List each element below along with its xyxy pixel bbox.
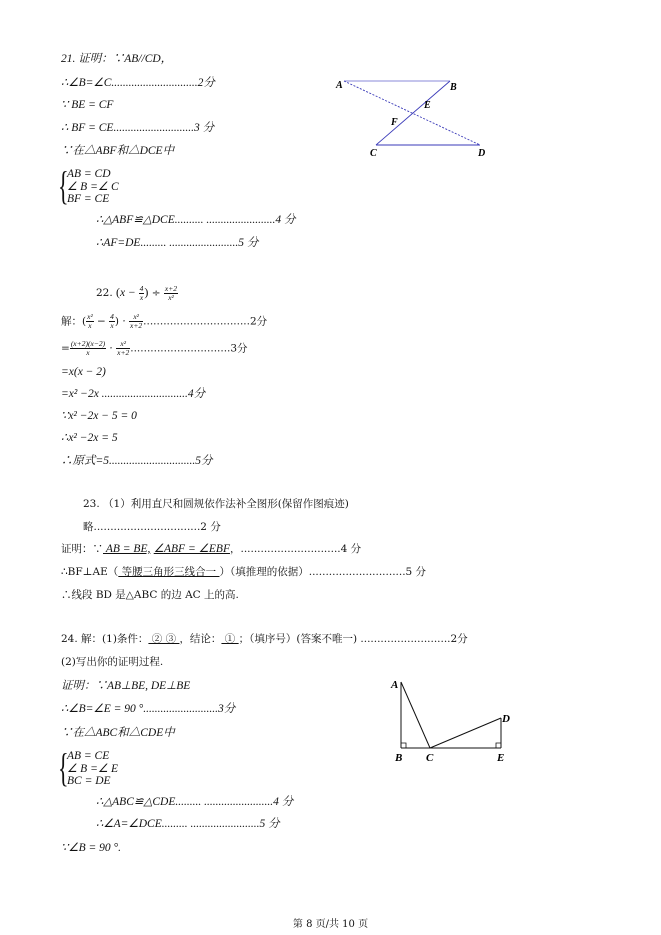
q24-label-b: B xyxy=(395,752,403,764)
q24-label-c: C xyxy=(426,752,434,764)
q24-line2: (2)写出你的证明过程. xyxy=(61,656,164,668)
q21-label-c: C xyxy=(370,148,377,159)
q22-step1: 解：( $\frac{\text{x²}}{x}$ − $\frac{4}{x}$ ) · $\frac{\text{x²}}{x+2}$ ................................2分 xyxy=(61,312,268,330)
q23-blank-1: AB = BE, xyxy=(103,543,151,555)
q24-line5: ∵在△ABC和△CDE中 xyxy=(61,727,175,739)
q24-blank-conclusion: ① xyxy=(221,633,239,645)
q23-line2: 略................................2 分 xyxy=(83,521,221,533)
q22-heading: 22. (x − $\frac{4}{x}$ ) ÷ $\frac{x+2}{\text{x²}}$ xyxy=(96,283,178,302)
q24-system-1: AB = CE xyxy=(67,750,110,762)
q24-figure xyxy=(386,674,516,766)
q23-blank-3: 等腰三角形三线合一 xyxy=(118,566,220,578)
q21-label-f: F xyxy=(391,117,398,128)
q21-line6: ∴△ABF≌△DCE.......... ........................4 分 xyxy=(96,214,296,226)
q21-system-1: AB = CD xyxy=(67,168,111,180)
q21-label-b: B xyxy=(450,82,457,93)
q21-figure xyxy=(330,74,500,160)
q24-line3: 证明：∵AB⊥BE, DE⊥BE xyxy=(61,680,191,692)
q23-line5: ∴线段 BD 是△ABC 的边 AC 上的高. xyxy=(61,589,239,601)
q21-label-e: E xyxy=(424,100,431,111)
q22-line3: =x(x − 2) xyxy=(61,366,106,378)
q22-line6: ∴x² −2x = 5 xyxy=(61,432,118,444)
q24-label-a: A xyxy=(391,679,399,691)
q21-system-3: BF = CE xyxy=(67,193,110,205)
q22-line7: ∴原式=5..............................5分 xyxy=(61,455,213,467)
q24-line8: ∵∠B = 90 °. xyxy=(61,842,122,854)
q22-step2: = $\frac{(x+2)(x-2)}{x}$ · $\frac{\text{x²}}{x+2}$ ..............................3分 xyxy=(61,339,248,357)
q21-line7: ∴AF=DE......... ........................5 分 xyxy=(96,237,259,249)
q24-line6: ∴△ABC≌△CDE......... ........................4 分 xyxy=(96,796,294,808)
q23-blank-2: ∠ABF = ∠EBF xyxy=(153,543,230,555)
q21-brace: { xyxy=(58,163,69,208)
q21-line4: ∴ BF = CE............................3 分 xyxy=(61,122,215,134)
q24-line4: ∴∠B=∠E = 90 °..........................3分 xyxy=(61,703,236,715)
q24-line7: ∴∠A=∠DCE......... ........................5 分 xyxy=(96,818,280,830)
q21-label-d: D xyxy=(478,148,486,159)
q24-label-d: D xyxy=(502,713,510,725)
q21-system-2: ∠ B =∠ C xyxy=(67,181,119,193)
q24-blank-conditions: ② ③ xyxy=(148,633,180,645)
q23-line1: 23. （1）利用直尺和圆规依作法补全图形(保留作图痕迹) xyxy=(83,498,349,510)
q21-line1: 21. 证明：∵AB//CD， xyxy=(61,53,173,65)
q22-line4: =x² −2x ..............................4分 xyxy=(61,388,206,400)
q23-line3: 证明：∵ AB = BE, ∠ABF = ∠EBF，..............................4 分 xyxy=(61,543,362,555)
q24-label-e: E xyxy=(497,752,505,764)
q21-line2: ∴∠B=∠C..............................2分 xyxy=(61,77,215,89)
q22-line5: ∵x² −2x − 5 = 0 xyxy=(61,410,137,422)
q21-line5: ∵在△ABF和△DCE中 xyxy=(61,145,175,157)
q24-line1: 24. 解：(1)条件： ② ③ ，结论： ① ；（填序号）(答案不唯一) ...........................2分 xyxy=(61,633,468,645)
q23-line4: ∴BF⊥AE（ 等腰三角形三线合一 ）（填推理的依据）.............................5 分 xyxy=(61,566,427,578)
page-footer: 第 8 页/共 10 页 xyxy=(292,919,369,930)
q24-brace: { xyxy=(58,745,69,790)
q24-system-3: BC = DE xyxy=(67,775,111,787)
q21-label-a: A xyxy=(336,80,343,91)
q21-line3: ∵ BE = CF xyxy=(61,99,114,111)
q24-system-2: ∠ B =∠ E xyxy=(67,763,119,775)
